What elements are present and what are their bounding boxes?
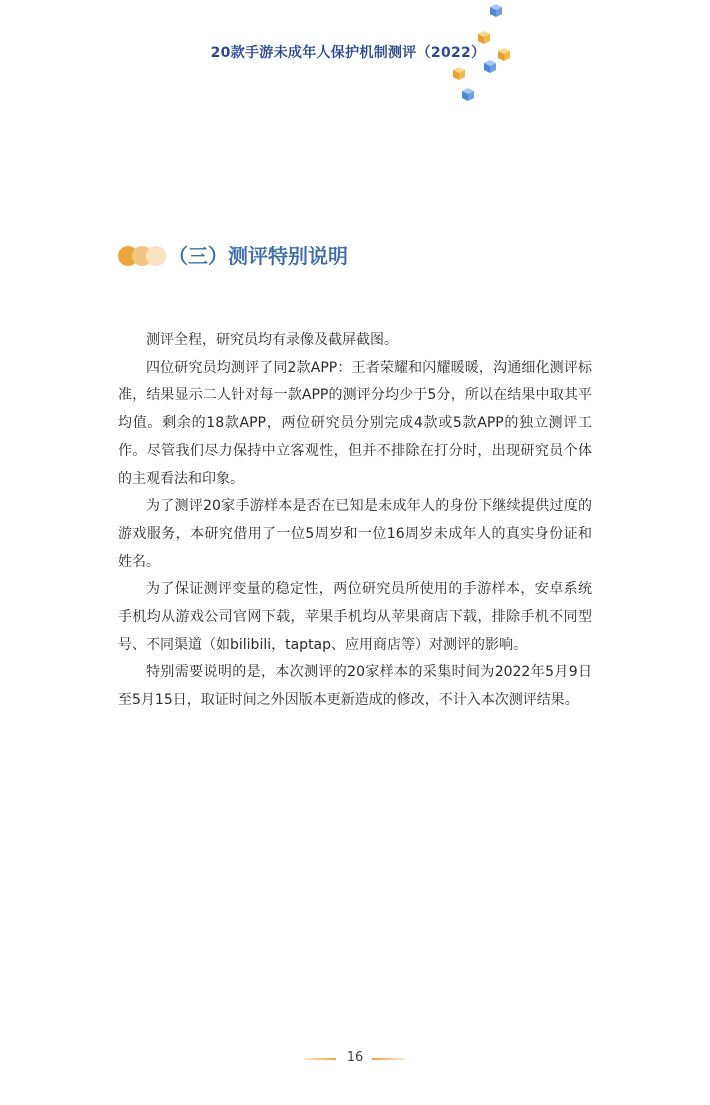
- body-text: [118, 327, 592, 715]
- paragraph: 四位研究员均测评了同2款APP：王者荣耀和闪耀暖暖，沟通细化测评标准，结果显示二人针对每一款APP的测评分均少于5分，所以在结果中取其平均值。剩余的18款APP，两位研究员分别完成4款或5款APP的独立测评工作。尽管我们尽力保持中立客观性，但并不排除在打分时，出现研究员个体的主观看法和印象。: [118, 359, 592, 487]
- bullet-dot: [146, 246, 166, 266]
- cube-icon: [490, 4, 502, 17]
- running-header-title: 20款手游未成年人保护机制测评（2022）: [210, 45, 486, 61]
- footer-rule-right: [372, 1058, 404, 1060]
- page-number: 16: [346, 1050, 364, 1065]
- cube-icon: [462, 88, 474, 101]
- three-dot-bullet-icon: [118, 246, 170, 266]
- footer-rule-left: [304, 1058, 336, 1060]
- paragraph: 测评全程，研究员均有录像及截屏截图。: [146, 332, 398, 348]
- paragraph: 为了保证测评变量的稳定性，两位研究员所使用的手游样本，安卓系统手机均从游戏公司官网下载，苹果手机均从苹果商店下载，排除手机不同型号、不同渠道（如bilibili，taptap、应用商店等）对测评的影响。: [118, 581, 592, 653]
- paragraph: 特别需要说明的是，本次测评的20家样本的采集时间为2022年5月9日至5月15日，取证时间之外因版本更新造成的修改，不计入本次测评结果。: [118, 664, 592, 709]
- paragraph: 为了测评20家手游样本是否在已知是未成年人的身份下继续提供过度的游戏服务，本研究借用了一位5周岁和一位16周岁未成年人的真实身份证和姓名。: [118, 498, 592, 570]
- section-title: （三）测评特别说明: [168, 244, 348, 268]
- cube-icon: [453, 67, 465, 80]
- page-footer: [0, 1048, 710, 1068]
